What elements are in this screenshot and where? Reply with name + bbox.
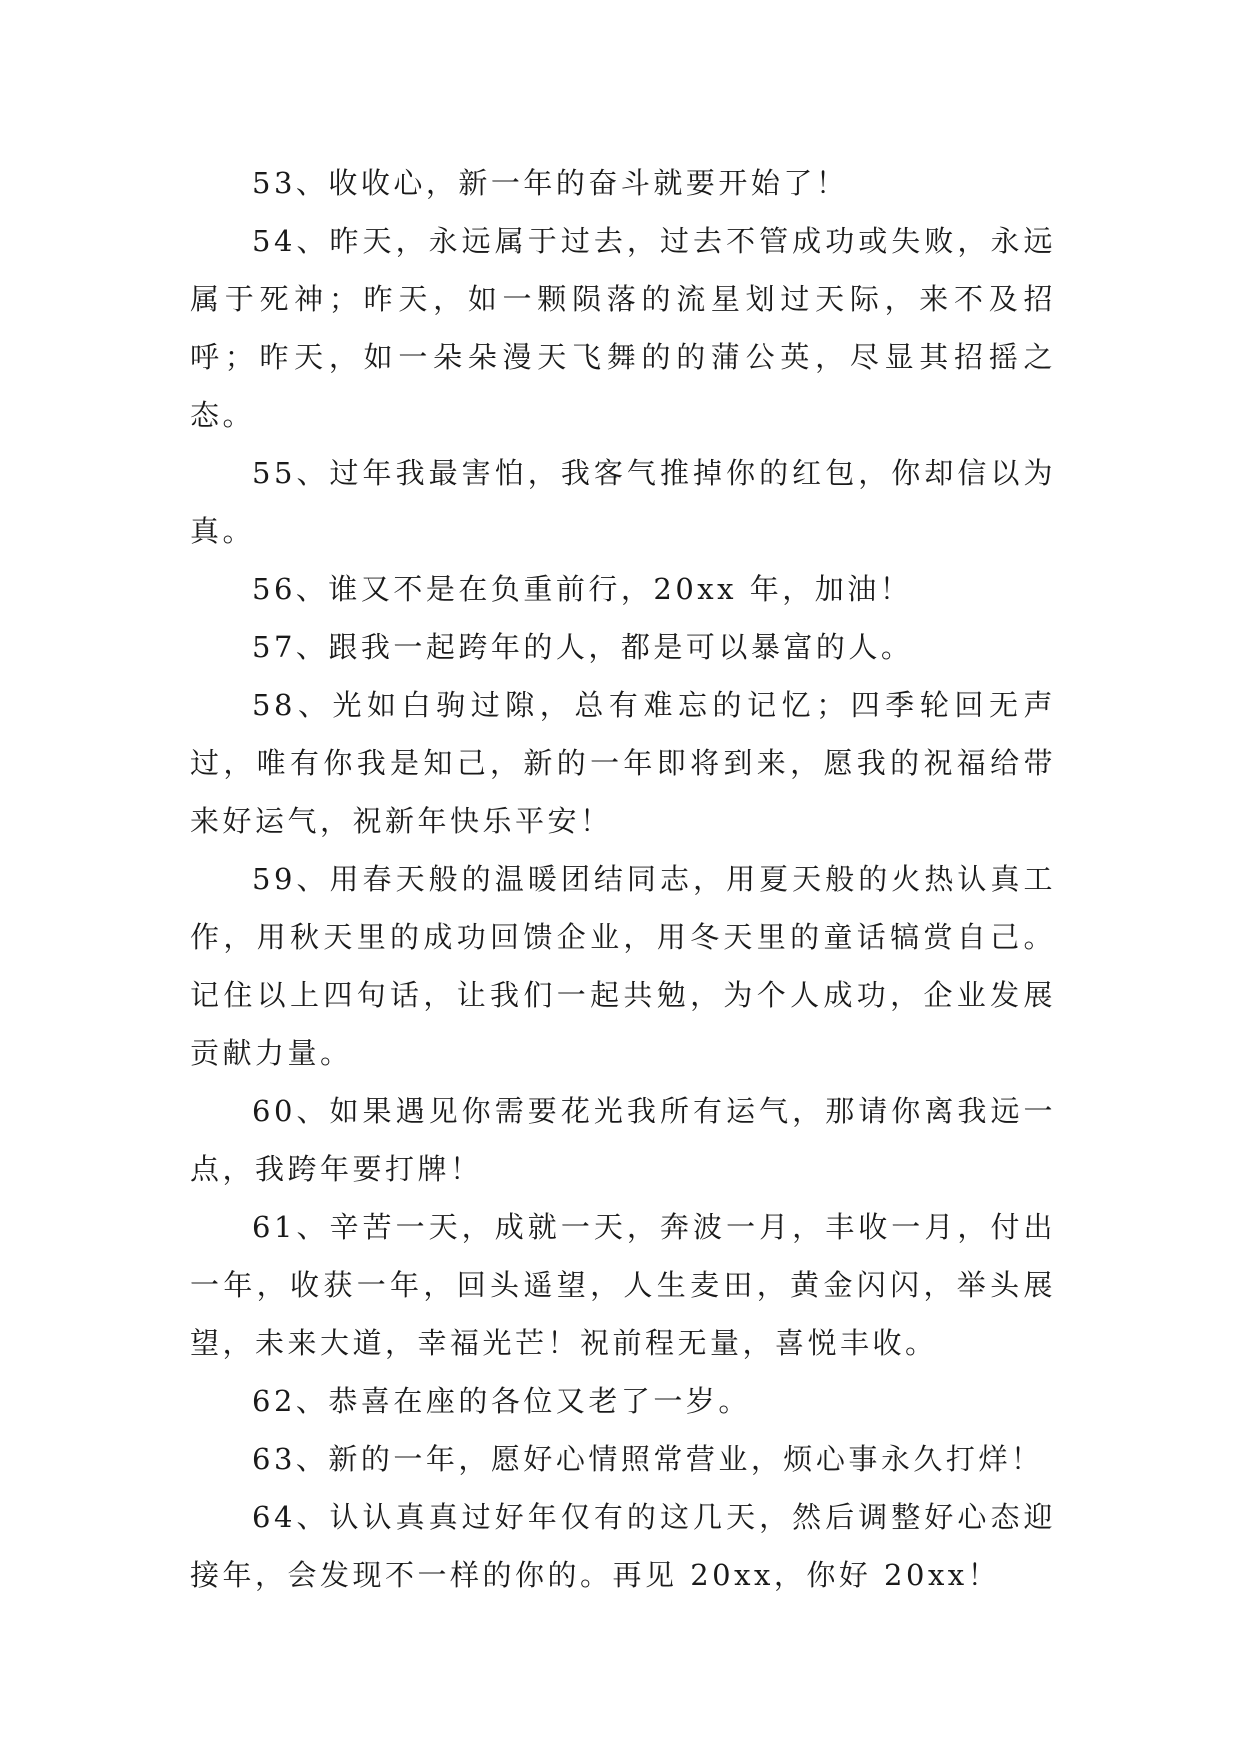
paragraph-62: 62、恭喜在座的各位又老了一岁。 [252, 1384, 751, 1418]
document-body [190, 154, 1056, 1604]
paragraph-54: 54、昨天，永远属于过去，过去不管成功或失败，永远属于死神；昨天，如一颗陨落的流星划过天际，来不及招呼；昨天，如一朵朵漫天飞舞的的蒲公英，尽显其招摇之态。 [190, 224, 1056, 432]
paragraph-61: 61、辛苦一天，成就一天，奔波一月，丰收一月，付出一年，收获一年，回头遥望，人生麦田，黄金闪闪，举头展望，未来大道，幸福光芒！祝前程无量，喜悦丰收。 [190, 1210, 1056, 1360]
paragraph-57: 57、跟我一起跨年的人，都是可以暴富的人。 [252, 630, 914, 664]
paragraph-63: 63、新的一年，愿好心情照常营业，烦心事永久打烊！ [252, 1442, 1044, 1476]
paragraph-55: 55、过年我最害怕，我客气推掉你的红包，你却信以为真。 [190, 456, 1056, 548]
paragraph-59: 59、用春天般的温暖团结同志，用夏天般的火热认真工作，用秋天里的成功回馈企业，用冬天里的童话犒赏自己。记住以上四句话，让我们一起共勉，为个人成功，企业发展贡献力量。 [190, 862, 1056, 1070]
paragraph-56: 56、谁又不是在负重前行，20xx 年，加油！ [252, 572, 913, 606]
paragraph-53: 53、收收心，新一年的奋斗就要开始了！ [252, 166, 849, 200]
paragraph-64: 64、认认真真过好年仅有的这几天，然后调整好心态迎接年，会发现不一样的你的。再见 20xx，你好 20xx！ [190, 1500, 1056, 1592]
paragraph-60: 60、如果遇见你需要花光我所有运气，那请你离我远一点，我跨年要打牌！ [190, 1094, 1056, 1186]
paragraph-58: 58、光如白驹过隙，总有难忘的记忆；四季轮回无声过，唯有你我是知己，新的一年即将到来，愿我的祝福给带来好运气，祝新年快乐平安！ [190, 688, 1056, 838]
